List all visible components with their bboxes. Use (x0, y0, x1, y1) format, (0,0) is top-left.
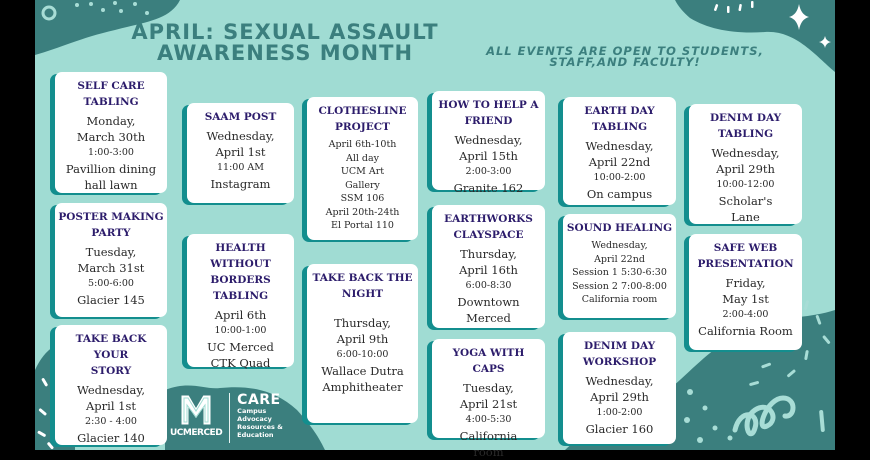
event-title: TABLING (591, 121, 648, 133)
event-detail: Wednesday, (711, 146, 780, 160)
flyer-canvas (35, 0, 835, 459)
event-detail: Granite 162 (453, 181, 524, 195)
event-detail: All day (345, 152, 380, 164)
event-detail: Session 2 7:00-8:00 (572, 280, 667, 292)
care-sub-line: Campus (237, 407, 267, 415)
event-title: SAAM POST (204, 111, 277, 123)
care-sub-line: Advocacy (237, 415, 272, 423)
event-detail: April 21st (459, 397, 518, 411)
event-detail: Wednesday, (585, 139, 654, 153)
event-card (563, 214, 676, 318)
event-detail: hall lawn (84, 178, 138, 192)
event-detail: Wallace Dutra (321, 364, 404, 378)
title-line-1: APRIL: SEXUAL ASSAULT (131, 20, 439, 44)
event-detail: 10:00-12:00 (716, 179, 775, 190)
ucm-care-logo (170, 393, 283, 443)
event-detail: April 6th (214, 308, 267, 322)
event-detail: April 15th (459, 149, 518, 163)
event-detail: Friday, (725, 276, 766, 290)
event-title: SAFE WEB (713, 242, 778, 254)
event-detail: April 1st (215, 145, 266, 159)
event-detail: UC Merced (207, 340, 274, 354)
event-card (55, 72, 167, 193)
event-title: FRIEND (464, 115, 513, 127)
event-title: EARTH DAY (584, 105, 655, 117)
event-detail: Glacier 140 (77, 431, 145, 445)
event-card (563, 97, 676, 205)
event-detail: April 22nd (588, 155, 651, 169)
event-detail: April 6th-10th (328, 139, 397, 150)
event-title: TABLING (212, 290, 269, 302)
event-title: HEALTH (215, 242, 266, 254)
event-title: YOGA WITH CAPS (452, 347, 525, 375)
event-title: WORKSHOP (582, 356, 657, 368)
event-title: HOW TO HELP A (438, 99, 539, 111)
event-detail: CTK Quad (210, 356, 271, 370)
event-detail: 1:00-3:00 (88, 147, 134, 158)
event-detail: Thursday, (460, 247, 517, 261)
event-detail: Instagram (210, 177, 271, 191)
care-name: CARE (237, 392, 281, 408)
event-detail: 6:00-10:00 (336, 349, 389, 360)
event-title: WITHOUT (210, 258, 271, 270)
event-title: EARTHWORKS (444, 213, 533, 225)
event-detail: April 29th (590, 390, 649, 404)
event-title: NIGHT (341, 288, 384, 300)
event-detail: UCM Art (340, 166, 385, 177)
event-detail: Wednesday, (585, 374, 654, 388)
event-detail: Wednesday, (76, 383, 145, 397)
event-detail: Downtown (457, 295, 520, 309)
event-title: TAKE BACK THE (312, 272, 413, 284)
event-detail: Tuesday, (85, 245, 137, 259)
event-detail: Wednesday, (454, 133, 523, 147)
event-detail: 10:00-1:00 (214, 325, 267, 336)
event-detail: California room (581, 294, 658, 305)
event-title: PROJECT (335, 121, 390, 133)
event-card (187, 234, 294, 370)
event-card (689, 234, 802, 350)
title-line-2: AWARENESS MONTH (156, 41, 414, 65)
event-detail: 5:00-6:00 (88, 278, 134, 289)
event-detail: Thursday, (334, 316, 391, 330)
event-detail: Pavillion dining (65, 162, 157, 176)
event-title: STORY (90, 365, 132, 377)
event-detail: 2:30 - 4:00 (85, 416, 137, 427)
event-detail: Tuesday, (463, 381, 514, 395)
event-title: DENIM DAY (709, 112, 782, 124)
event-detail: Lane (731, 210, 760, 224)
event-detail: 6:00-8:30 (465, 280, 512, 291)
ucmerced-m-icon (179, 393, 213, 427)
event-title: DENIM DAY (583, 340, 656, 352)
event-title: PARTY (91, 227, 131, 239)
event-detail: Merced (466, 311, 511, 325)
event-detail: 2:00-4:00 (722, 309, 769, 320)
event-card (689, 104, 802, 224)
event-detail: April 16th (459, 263, 518, 277)
event-detail: Amphitheater (322, 380, 403, 394)
ucmerced-wordmark: UCMERCED (170, 428, 223, 438)
event-title: POSTER MAKING (58, 211, 164, 223)
event-detail: 10:00-2:00 (593, 172, 646, 183)
event-detail: Wednesday, (206, 129, 275, 143)
event-card (432, 91, 545, 195)
event-card (563, 332, 676, 444)
event-detail: Glacier 160 (585, 422, 654, 436)
event-detail: California Room (698, 324, 793, 338)
event-title: SOUND HEALING (566, 222, 673, 234)
event-card (55, 325, 167, 445)
event-detail: April 1st (85, 399, 136, 413)
event-detail: March 31st (77, 261, 145, 275)
event-detail: Session 1 5:30-6:30 (572, 267, 667, 278)
logo-divider (229, 393, 230, 443)
event-detail: room (473, 445, 504, 459)
event-detail: 1:00-2:00 (596, 407, 643, 418)
event-title: TAKE BACK YOUR (75, 333, 147, 361)
event-card (55, 203, 167, 317)
event-detail: Scholar's (718, 194, 773, 208)
event-card (432, 339, 545, 459)
event-card (307, 264, 418, 423)
event-title: PRESENTATION (697, 258, 794, 270)
event-title: SELF CARE (77, 80, 145, 92)
event-detail: SSM 106 (340, 193, 385, 204)
subtitle-line-1: ALL EVENTS ARE OPEN TO STUDENTS, (486, 44, 764, 58)
event-detail: 4:00-5:30 (465, 414, 512, 425)
subtitle-line-2: STAFF,AND FACULTY! (549, 55, 701, 69)
event-detail: April 22nd (594, 253, 645, 265)
event-card (187, 103, 294, 203)
event-detail: Glacier 145 (77, 293, 145, 307)
event-detail: California (459, 429, 518, 443)
event-detail: April 20th-24th (325, 206, 400, 218)
event-detail: May 1st (722, 292, 769, 306)
event-card (432, 205, 545, 328)
event-title: TABLING (717, 128, 774, 140)
event-detail: April 9th (336, 332, 389, 346)
page-title (115, 22, 455, 64)
event-detail: 11:00 AM (217, 162, 264, 173)
event-detail: Monday, (86, 114, 136, 128)
page-subtitle (475, 46, 775, 68)
event-title: TABLING (83, 96, 139, 108)
care-sub-line: Education (237, 431, 274, 439)
event-title: CLOTHESLINE (318, 105, 407, 117)
event-title: BORDERS (210, 274, 271, 286)
event-detail: 2:00-3:00 (465, 166, 512, 177)
event-detail: El Portal 110 (331, 220, 394, 231)
event-detail: March 30th (76, 130, 146, 144)
event-detail: On campus (586, 187, 653, 201)
event-detail: Gallery (345, 179, 380, 191)
event-detail: Wednesday, (591, 240, 648, 251)
event-card (307, 97, 418, 240)
event-detail: April 29th (716, 162, 775, 176)
event-title: CLAYSPACE (453, 229, 524, 241)
care-sub-line: Resources & (237, 423, 283, 431)
